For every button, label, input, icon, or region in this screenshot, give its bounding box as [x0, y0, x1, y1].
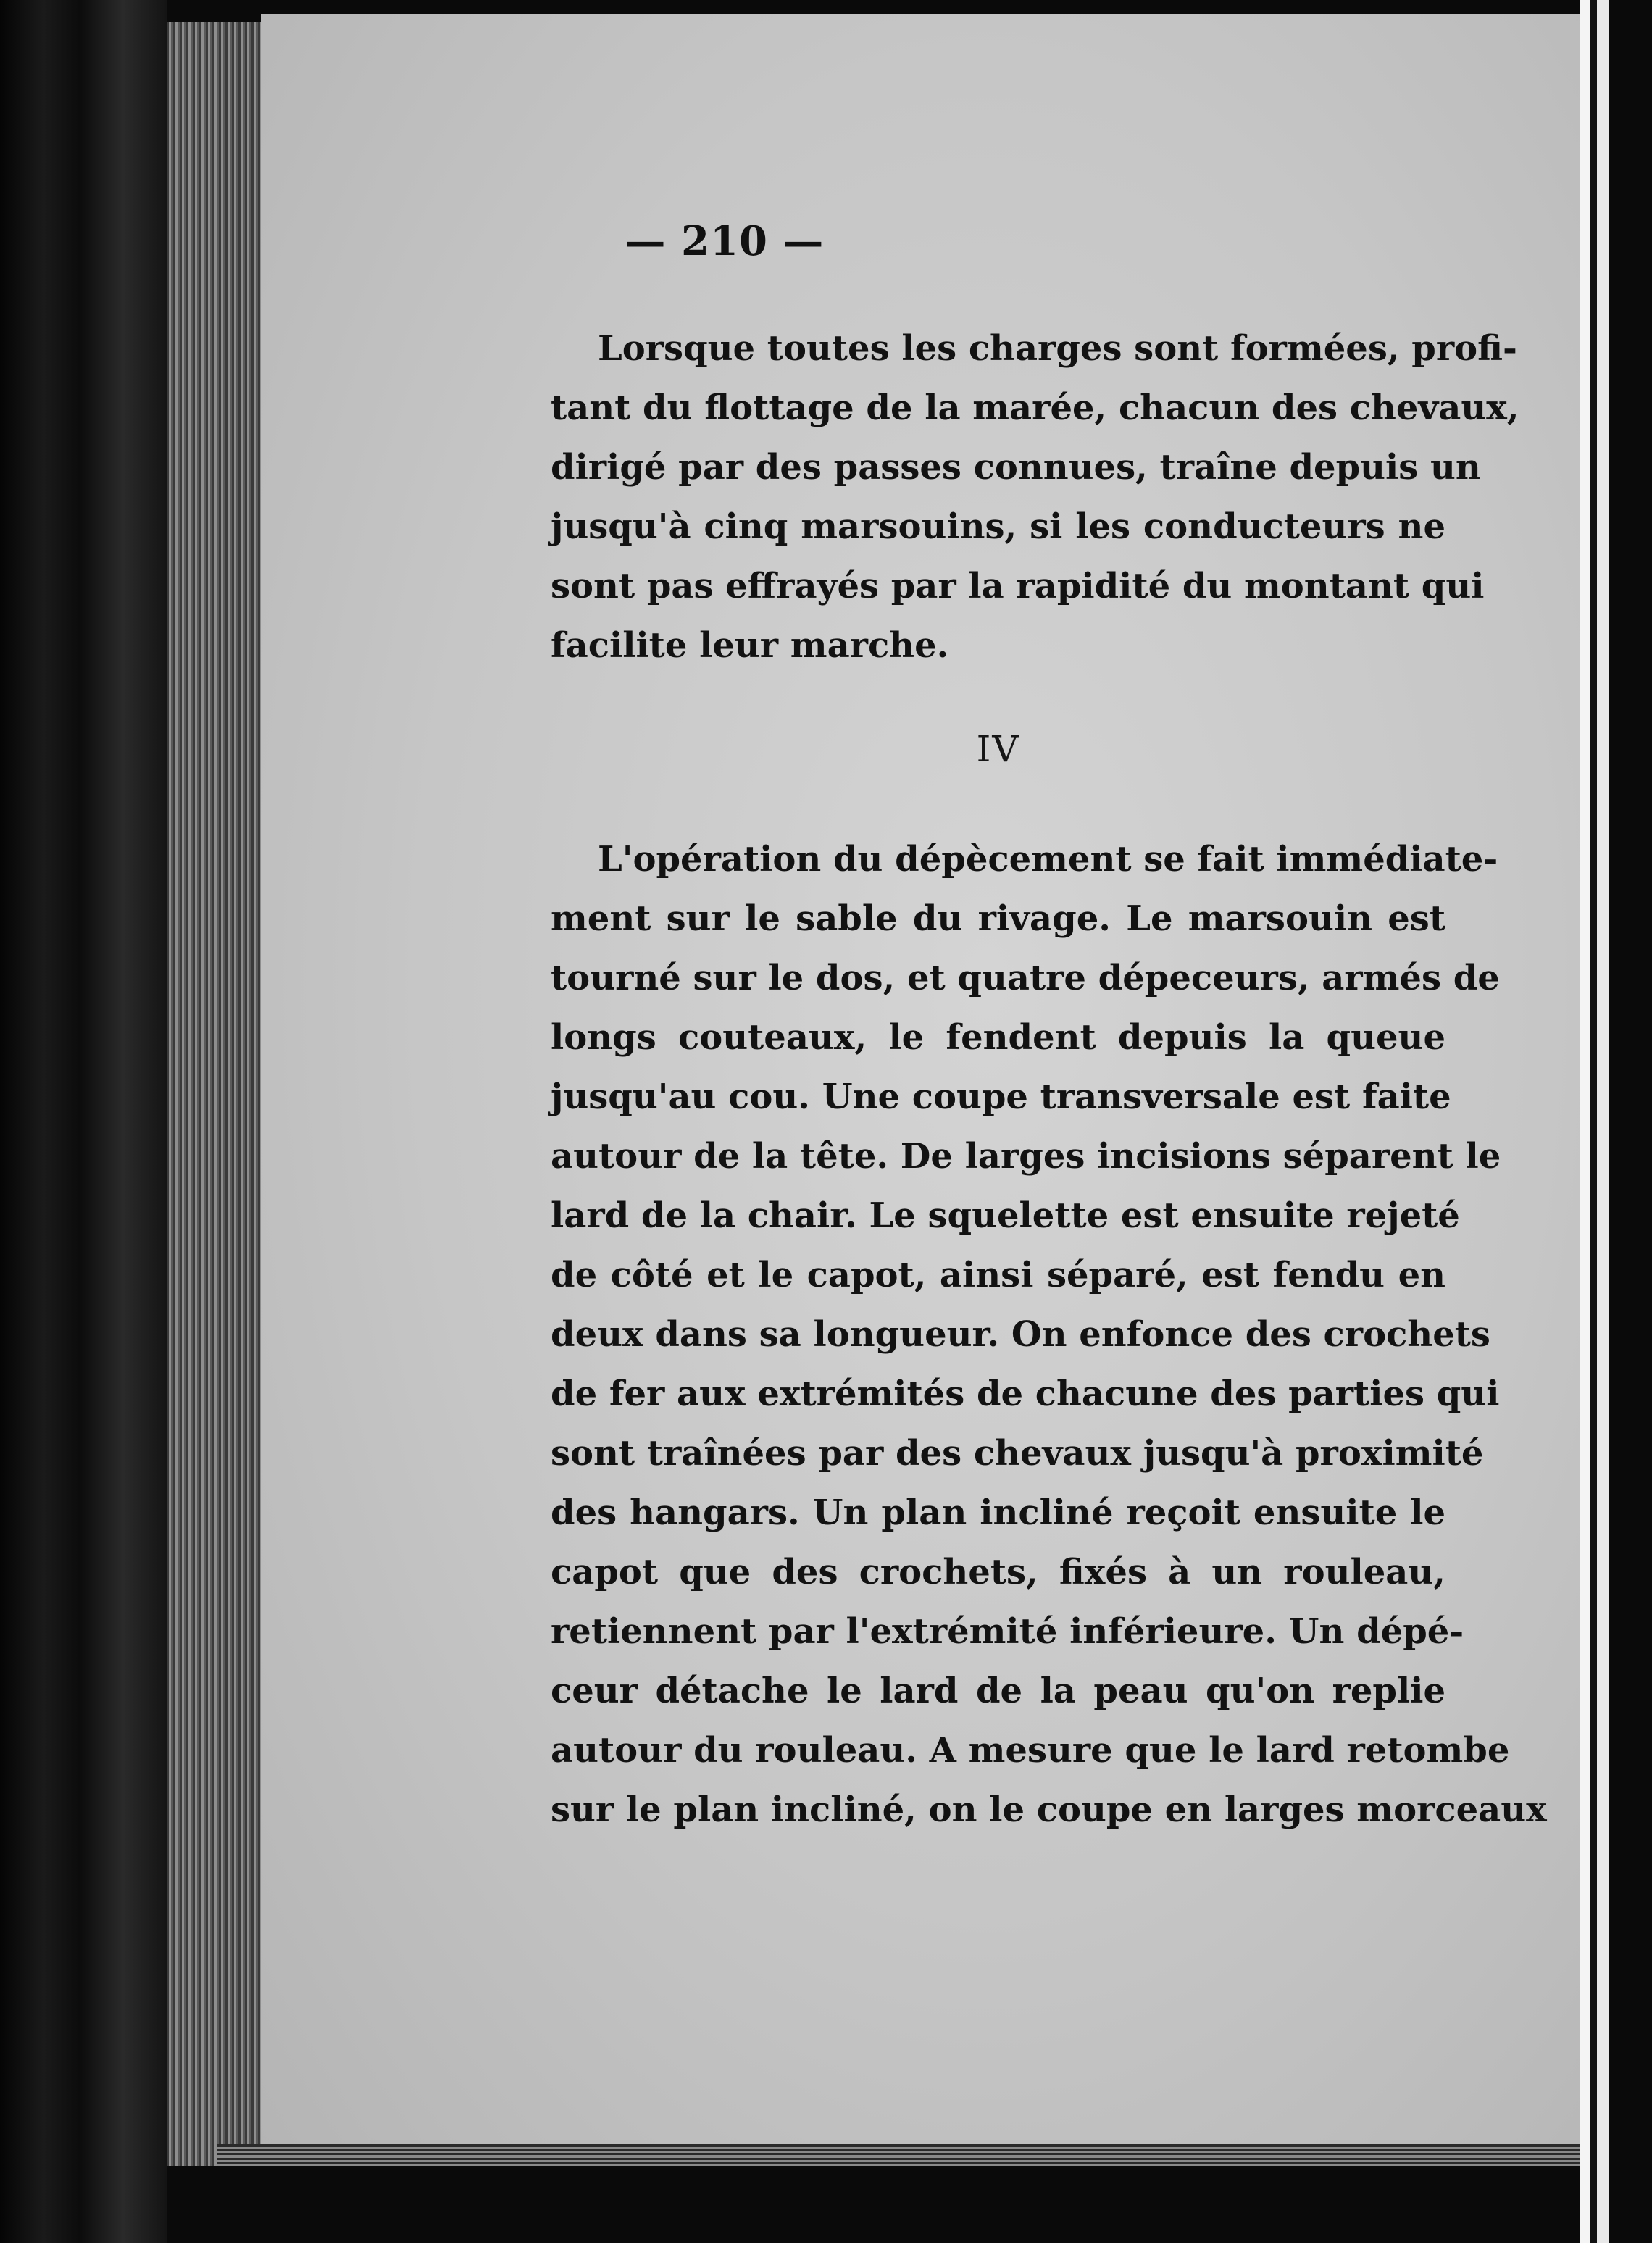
text-line: L'opération du dépècement se fait immédiate-: [598, 839, 1498, 880]
page-edges: [167, 22, 268, 2166]
text-line: jusqu'au cou. Une coupe transversale est faite: [551, 1077, 1451, 1117]
text-line: deux dans sa longueur. On enfonce des crochets: [551, 1314, 1490, 1355]
paragraph-1: [551, 319, 1519, 675]
text-line: des hangars. Un plan incliné reçoit ensuite le: [551, 1492, 1446, 1533]
text-line: autour de la tête. De larges incisions séparent le: [551, 1136, 1501, 1177]
right-page-border: [1580, 0, 1652, 2243]
text-line: ment sur le sable du rivage. Le marsouin est: [551, 898, 1446, 939]
text-line: jusqu'à cinq marsouins, si les conducteurs ne: [551, 506, 1446, 547]
text-line: tant du flottage de la marée, chacun des chevaux,: [551, 388, 1519, 428]
page-bottom-edges: [217, 2144, 1594, 2166]
text-line: lard de la chair. Le squelette est ensuite rejeté: [551, 1195, 1460, 1236]
text-line: retiennent par l'extrémité inférieure. Un dépé-: [551, 1611, 1464, 1652]
paragraph-2: [551, 830, 1547, 1839]
text-line: sont traînées par des chevaux jusqu'à proximité: [551, 1433, 1484, 1474]
book-binding: [0, 0, 167, 2243]
page-number: — 210 —: [625, 217, 825, 265]
section-heading: IV: [976, 728, 1020, 770]
text-line: Lorsque toutes les charges sont formées, profi-: [598, 328, 1517, 369]
text-line: de fer aux extrémités de chacune des parties qui: [551, 1374, 1500, 1414]
text-line: facilite leur marche.: [551, 625, 949, 666]
text-line: longs couteaux, le fendent depuis la queue: [551, 1017, 1446, 1058]
text-line: autour du rouleau. A mesure que le lard retombe: [551, 1730, 1510, 1771]
text-line: ceur détache le lard de la peau qu'on replie: [551, 1671, 1446, 1711]
text-line: de côté et le capot, ainsi séparé, est fendu en: [551, 1255, 1446, 1295]
text-line: tourné sur le dos, et quatre dépeceurs, armés de: [551, 958, 1500, 998]
text-line: capot que des crochets, fixés à un rouleau,: [551, 1552, 1446, 1592]
text-line: sur le plan incliné, on le coupe en larges morceaux: [551, 1789, 1547, 1830]
text-line: dirigé par des passes connues, traîne depuis un: [551, 447, 1481, 488]
text-line: sont pas effrayés par la rapidité du montant qui: [551, 566, 1485, 606]
